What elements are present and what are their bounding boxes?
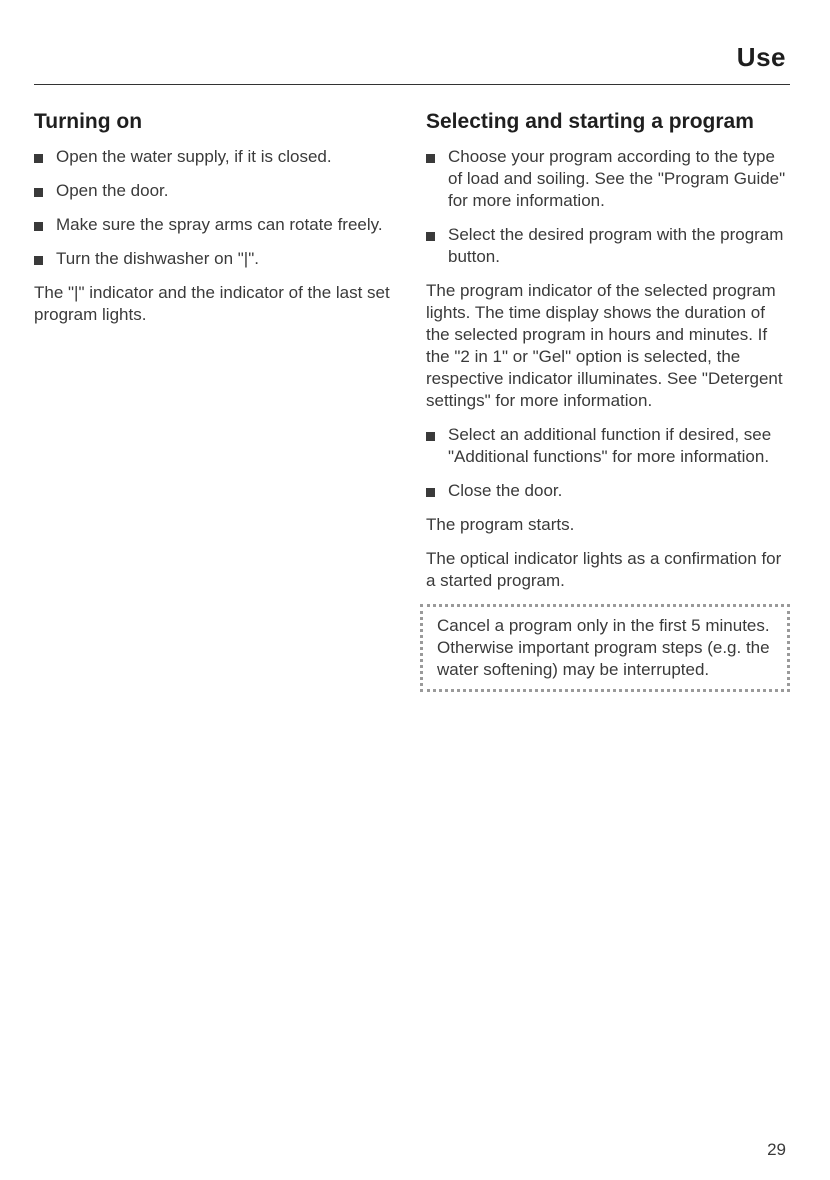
step-text: Close the door. [448, 481, 563, 500]
header-divider [34, 84, 790, 85]
body-paragraph: The optical indicator lights as a confirmation for a started program. [426, 549, 782, 590]
square-bullet-icon [34, 188, 43, 197]
section-heading-turning-on: Turning on [34, 110, 143, 133]
step-text: Turn the dishwasher on "|". [56, 249, 259, 268]
page-header-title: Use [736, 42, 786, 72]
page-number: 29 [767, 1140, 786, 1159]
step-text: Open the water supply, if it is closed. [56, 147, 332, 166]
body-paragraph: The program starts. [426, 515, 575, 534]
square-bullet-icon [426, 232, 435, 241]
step-item [426, 480, 788, 502]
section-heading-selecting-program: Selecting and starting a program [426, 110, 754, 133]
square-bullet-icon [426, 432, 435, 441]
step-text: Open the door. [56, 181, 169, 200]
square-bullet-icon [426, 154, 435, 163]
step-text: Select an additional function if desired, see "Additional functions" for more information. [448, 425, 772, 466]
note-box: Cancel a program only in the first 5 minutes. Otherwise important program steps (e.g. the water softening) may be interrupted. [420, 604, 790, 692]
step-item [426, 224, 788, 268]
body-paragraph: The program indicator of the selected program lights. The time display shows the duration of the selected program in hours and minutes. If the "2 in 1" or "Gel" option is selected, the respective indicator illuminates. See "Detergent settings" for more information. [426, 281, 783, 410]
square-bullet-icon [34, 222, 43, 231]
step-item [34, 214, 406, 236]
body-paragraph: The "|" indicator and the indicator of the last set program lights. [34, 283, 390, 324]
step-text: Make sure the spray arms can rotate freely. [56, 215, 383, 234]
step-item [426, 424, 788, 468]
square-bullet-icon [426, 488, 435, 497]
step-item [34, 146, 406, 168]
square-bullet-icon [34, 154, 43, 163]
step-item [34, 248, 406, 270]
square-bullet-icon [34, 256, 43, 265]
step-text: Select the desired program with the program button. [448, 225, 784, 266]
step-item [34, 180, 406, 202]
selecting-program-section [426, 108, 788, 692]
turning-on-section [34, 108, 406, 338]
step-item [426, 146, 788, 212]
step-text: Choose your program according to the type of load and soiling. See the "Program Guide" for more information. [448, 147, 786, 210]
